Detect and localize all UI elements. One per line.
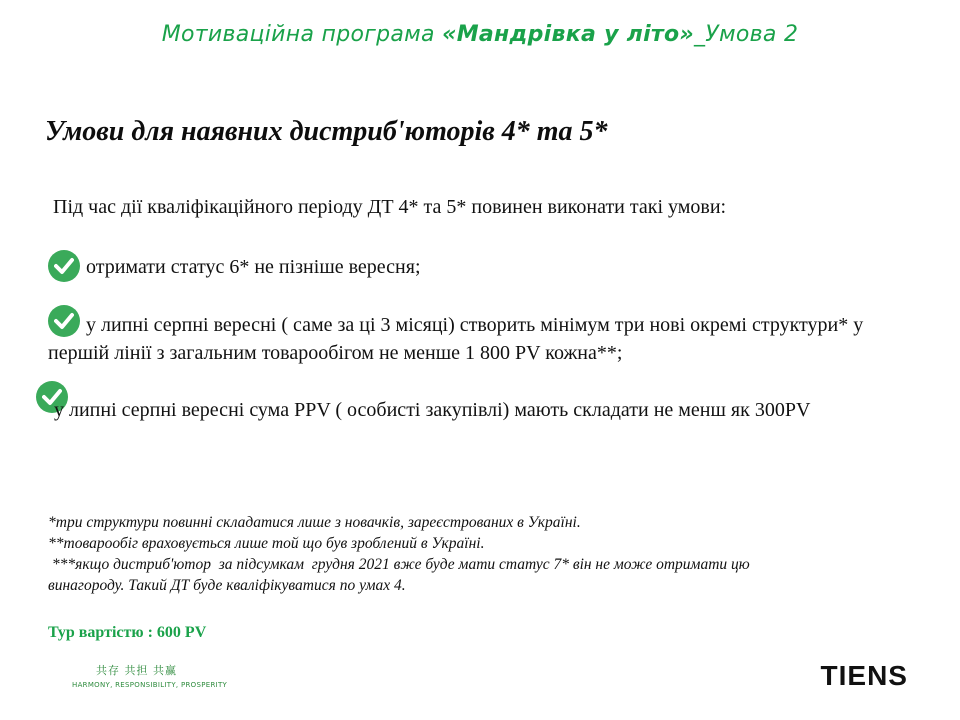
program-title	[0, 22, 960, 47]
program-title-prefix: Мотиваційна програма	[161, 22, 443, 47]
footnote-1: *три структури повинні складатися лише з новачків, зареєстрованих в Україні.	[48, 514, 581, 531]
footnotes	[48, 512, 928, 596]
section-heading: Умови для наявних дистриб'юторів 4* та 5*	[45, 116, 608, 147]
checkmark-icon	[48, 250, 80, 282]
intro-text: Під час дії кваліфікаційного періоду ДТ 4* та 5* повинен виконати такі умови:	[53, 196, 727, 218]
slogan-chinese: 共存 共担 共赢	[96, 664, 177, 677]
condition-item-2: у липні серпні вересні ( саме за ці 3 місяці) створить мінімум три нові окремі структури* у першій лінії з загальним товарообігом не менше 1 800 PV кожна**;	[48, 314, 864, 364]
tour-cost: Тур вартістю : 600 PV	[48, 624, 207, 641]
footnote-2: **товарообіг враховується лише той що був зроблений в Україні.	[48, 535, 485, 552]
footnote-3: ***якщо дистриб'ютор за підсумкам грудня 2021 вже буде мати статус 7* він не може отримати цю	[48, 556, 750, 573]
condition-item-3: у липні серпні вересні сума PPV ( особисті закупівлі) мають складати не менш як 300PV	[54, 399, 811, 421]
program-title-suffix: _Умова 2	[694, 22, 799, 47]
brand-logo: TIENS	[820, 660, 908, 691]
program-title-name: «Мандрівка у літо»	[442, 22, 694, 47]
footnote-4: винагороду. Такий ДТ буде кваліфікуватися по умах 4.	[48, 577, 406, 594]
condition-item-1: отримати статус 6* не пізніше вересня;	[86, 256, 421, 278]
slogan-english: HARMONY, RESPONSIBILITY, PROSPERITY	[72, 681, 228, 689]
